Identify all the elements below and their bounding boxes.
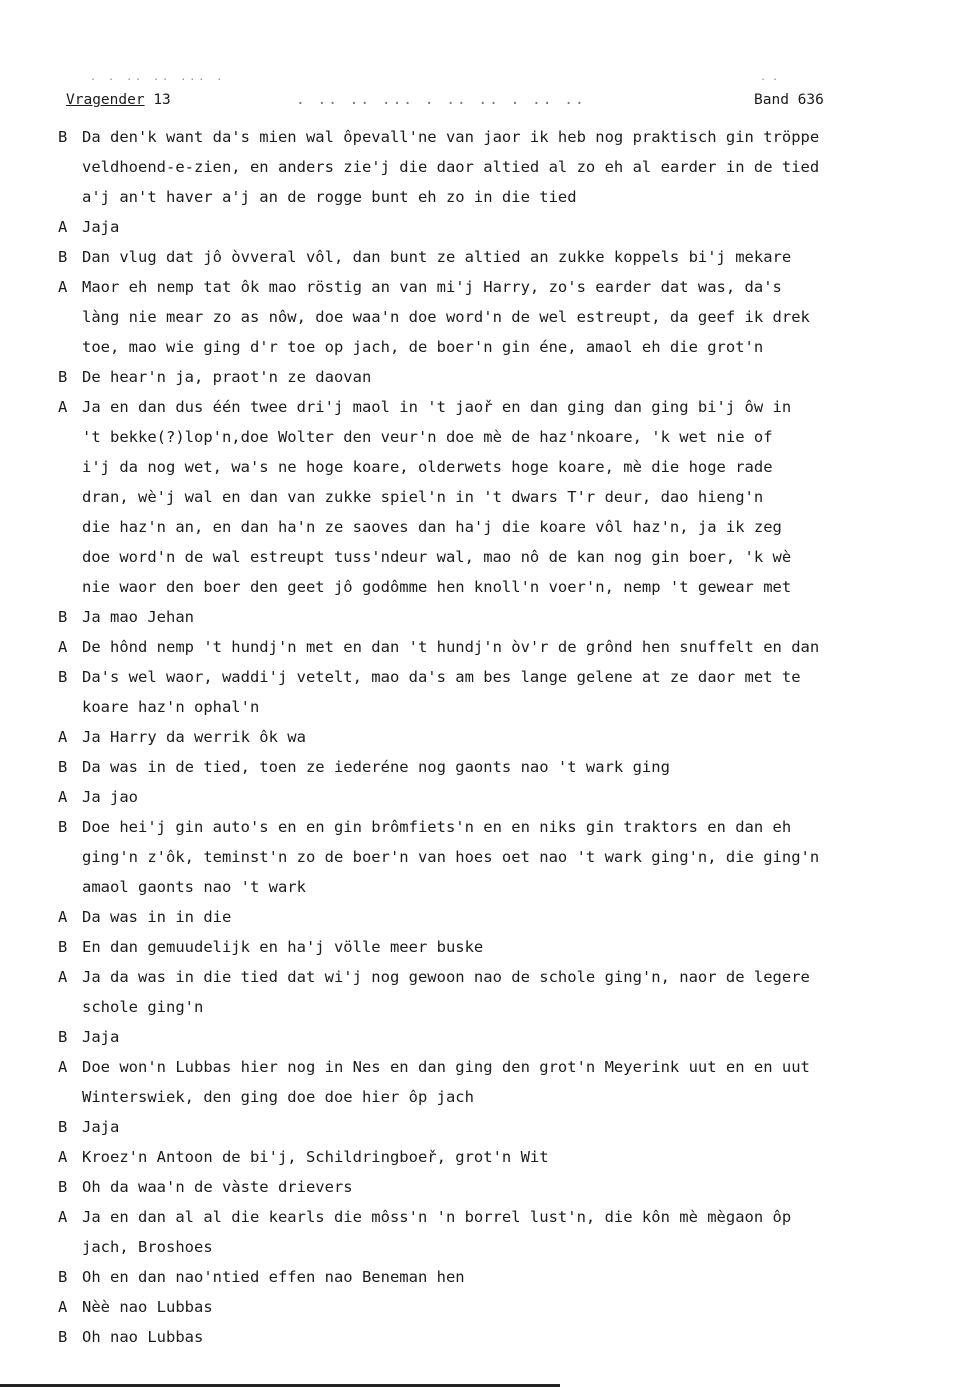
turn-text: Doe won'n Lubbas hier nog in Nes en dan ging den grot'n Meyerink uut en en uut Winterswiek, den ging doe doe hier ôp jach bbox=[82, 1058, 810, 1106]
speaker-label: A bbox=[58, 728, 68, 746]
speaker-label: B bbox=[58, 1268, 68, 1286]
speaker-label: A bbox=[58, 278, 68, 296]
turn-text: Ja mao Jehan bbox=[82, 608, 194, 626]
speaker-label: B bbox=[58, 758, 68, 776]
speaker-label: B bbox=[58, 248, 68, 266]
transcript-turn bbox=[58, 902, 933, 932]
turn-text: Jaja bbox=[82, 1118, 120, 1136]
turn-text: Kroez'n Antoon de bi'j, Schildringboeř, grot'n Wit bbox=[82, 1148, 549, 1166]
turn-text: Da's wel waor, waddi'j vetelt, mao da's am bes lange gelene at ze daor met te koare haz'n ophal'n bbox=[82, 668, 801, 716]
speaker-label: B bbox=[58, 1028, 68, 1046]
turn-text: Oh da waa'n de vàste drievers bbox=[82, 1178, 353, 1196]
header-dots: . .. .. ... . .. .. . .. .. bbox=[296, 92, 586, 108]
turn-text: Nèè nao Lubbas bbox=[82, 1298, 213, 1316]
header-title: Vragender bbox=[66, 92, 145, 108]
turn-text: En dan gemuudelijk en ha'j völle meer buske bbox=[82, 938, 484, 956]
turn-text: Dan vlug dat jô òvveral vôl, dan bunt ze altied an zukke koppels bi'j mekare bbox=[82, 248, 792, 266]
scan-specks: . . .. .. ... . bbox=[90, 72, 226, 83]
transcript-turn bbox=[58, 932, 933, 962]
transcript-turn bbox=[58, 782, 933, 812]
speaker-label: B bbox=[58, 818, 68, 836]
turn-text: Da was in de tied, toen ze iederéne nog gaonts nao 't wark ging bbox=[82, 758, 670, 776]
turn-text: Ja en dan dus één twee dri'j maol in 't jaoř en dan ging dan ging bi'j ôw in 't bekke(?)lop'n,doe Wolter den veur'n doe mè de haz'nkoare, 'k wet nie of i'j da nog wet, wa's ne hoge koare, olderwets hoge koare, mè die hoge rade dran, wè'j wal en dan van zukke spiel'n in 't dwars T'r deur, dao hieng'n die haz'n an, en dan ha'n ze saoves dan ha'j die koare vôl haz'n, ja ik zeg doe word'n de wal estreupt tuss'ndeur wal, mao nô de kan nog gin boer, 'k wè nie waor den boer den geet jô godômme hen knoll'n voer'n, nemp 't gewear met bbox=[82, 398, 792, 596]
transcript-turn bbox=[58, 1292, 933, 1322]
turn-text: Doe hei'j gin auto's en en gin brômfiets'n en en niks gin traktors en dan eh ging'n z'ôk, teminst'n zo de boer'n van hoes oet nao 't wark ging'n, die ging'n amaol gaonts nao 't wark bbox=[82, 818, 820, 896]
transcript-turn bbox=[58, 1202, 933, 1262]
turn-text: De hônd nemp 't hundj'n met en dan 't hundj'n òv'r de grônd hen snuffelt en dan bbox=[82, 638, 820, 656]
speaker-label: A bbox=[58, 968, 68, 986]
header-number: 13 bbox=[153, 92, 171, 108]
transcript-turn bbox=[58, 272, 933, 362]
speaker-label: B bbox=[58, 938, 68, 956]
transcript-turn bbox=[58, 632, 933, 662]
turn-text: De hear'n ja, praot'n ze daovan bbox=[82, 368, 372, 386]
speaker-label: B bbox=[58, 128, 68, 146]
speaker-label: B bbox=[58, 368, 68, 386]
turn-text: Oh nao Lubbas bbox=[82, 1328, 204, 1346]
transcript-turn bbox=[58, 242, 933, 272]
turn-text: Da den'k want da's mien wal ôpevall'ne van jaor ik heb nog praktisch gin tröppe veldhoend-e-zien, en anders zie'j die daor altied al zo eh al earder in de tied a'j an't haver a'j an de rogge bunt eh zo in die tied bbox=[82, 128, 820, 206]
turn-text: Ja jao bbox=[82, 788, 138, 806]
transcript-turn bbox=[58, 122, 933, 212]
turn-text: Ja Harry da werrik ôk wa bbox=[82, 728, 306, 746]
page-header bbox=[66, 92, 906, 116]
transcript-body bbox=[58, 122, 933, 1352]
speaker-label: B bbox=[58, 1328, 68, 1346]
speaker-label: A bbox=[58, 788, 68, 806]
transcript-turn bbox=[58, 212, 933, 242]
speaker-label: A bbox=[58, 908, 68, 926]
bottom-rule bbox=[0, 1384, 560, 1387]
speaker-label: B bbox=[58, 1118, 68, 1136]
speaker-label: A bbox=[58, 638, 68, 656]
speaker-label: A bbox=[58, 1208, 68, 1226]
speaker-label: B bbox=[58, 1178, 68, 1196]
transcript-turn bbox=[58, 1172, 933, 1202]
transcript-turn bbox=[58, 1112, 933, 1142]
speaker-label: B bbox=[58, 668, 68, 686]
speaker-label: A bbox=[58, 1148, 68, 1166]
header-left bbox=[66, 92, 171, 108]
speaker-label: A bbox=[58, 398, 68, 416]
scan-specks-right: . . bbox=[760, 72, 779, 83]
transcript-turn bbox=[58, 602, 933, 632]
turn-text: Jaja bbox=[82, 1028, 120, 1046]
turn-text: Ja en dan al al die kearls die môss'n 'n borrel lust'n, die kôn mè mègaon ôp jach, Broshoes bbox=[82, 1208, 792, 1256]
speaker-label: B bbox=[58, 608, 68, 626]
header-band: Band 636 bbox=[754, 92, 824, 108]
transcript-turn bbox=[58, 752, 933, 782]
turn-text: Da was in in die bbox=[82, 908, 232, 926]
transcript-turn bbox=[58, 392, 933, 602]
turn-text: Ja da was in die tied dat wi'j nog gewoon nao de schole ging'n, naor de legere schole ging'n bbox=[82, 968, 810, 1016]
transcript-turn bbox=[58, 1142, 933, 1172]
transcript-turn bbox=[58, 812, 933, 902]
transcript-turn bbox=[58, 662, 933, 722]
transcript-turn bbox=[58, 1262, 933, 1292]
transcript-turn bbox=[58, 722, 933, 752]
transcript-turn bbox=[58, 962, 933, 1022]
transcript-turn bbox=[58, 1322, 933, 1352]
turn-text: Jaja bbox=[82, 218, 120, 236]
transcript-turn bbox=[58, 1022, 933, 1052]
turn-text: Maor eh nemp tat ôk mao röstig an van mi'j Harry, zo's earder dat was, da's làng nie mear zo as nôw, doe waa'n doe word'n de wel estreupt, da geef ik drek toe, mao wie ging d'r toe op jach, de boer'n gin éne, amaol eh die grot'n bbox=[82, 278, 810, 356]
speaker-label: A bbox=[58, 1058, 68, 1076]
turn-text: Oh en dan nao'ntied effen nao Beneman hen bbox=[82, 1268, 465, 1286]
transcript-turn bbox=[58, 1052, 933, 1112]
speaker-label: A bbox=[58, 1298, 68, 1316]
speaker-label: A bbox=[58, 218, 68, 236]
transcript-turn bbox=[58, 362, 933, 392]
